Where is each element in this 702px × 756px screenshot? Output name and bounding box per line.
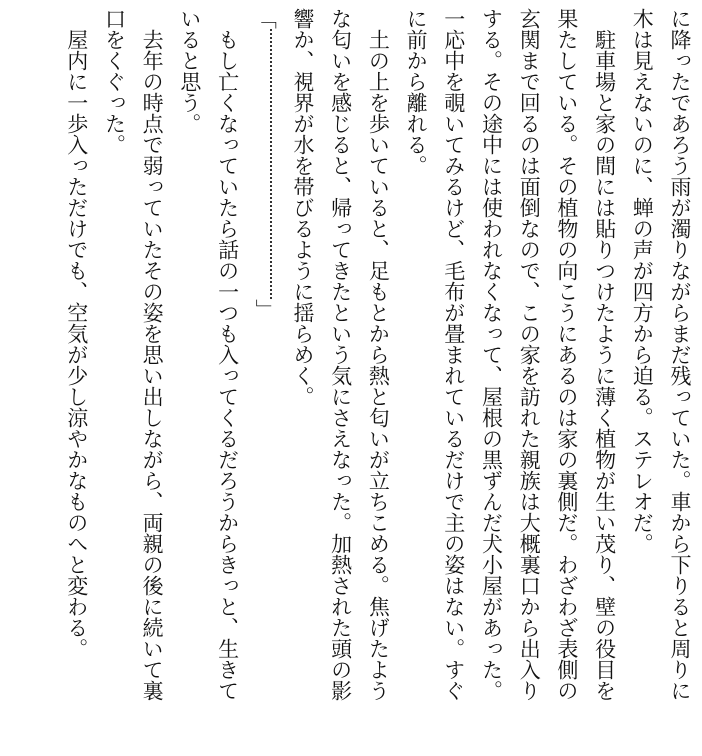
text-line: 果たしている。その植物の向こうにあるのは家の裏側だ。わざわざ表側の	[554, 8, 579, 701]
text-line: する。その途中には使われなくなって、屋根の黒ずんだ犬小屋があった。	[479, 8, 504, 701]
text-line: に前から離れる。	[404, 8, 429, 176]
text-line: 一応中を覗いてみるけど、毛布が畳まれているだけで主の姿はない。すぐ	[441, 8, 466, 701]
text-line: 口をくぐった。	[102, 8, 127, 155]
dotted-leader	[270, 29, 273, 299]
text-line: 木は見えないのに、蝉の声が四方から迫る。ステレオだ。	[630, 8, 655, 554]
close-bracket: 」	[253, 299, 278, 320]
text-line: 土の上を歩いていると、足もとから熱と匂いが立ちこめる。焦げたよう	[366, 8, 391, 701]
text-line: 駐車場と家の間には貼りつけたように薄く植物が生い茂り、壁の役目を	[592, 8, 617, 701]
text-line: な匂いを感じると、帰ってきたという気にさえなった。加熱された頭の影	[328, 8, 353, 701]
vertical-text-block	[57, 8, 698, 748]
text-line: 響か、視界が水を帯びるように揺らめく。	[290, 8, 315, 407]
text-line: もし亡くなっていたら話の一つも入ってくるだろうからきっと、生きて	[215, 8, 240, 701]
text-line: いると思う。	[177, 8, 202, 134]
ellipsis-dialogue-line	[246, 8, 284, 748]
text-line: 玄関まで回るのは面倒なので、この家を訪れた親族は大概裏口から出入り	[517, 8, 542, 701]
open-bracket: 「	[253, 8, 278, 29]
text-line: に降ったであろう雨が濁りながらまだ残っていた。車から下りると周りに	[668, 8, 692, 701]
text-line: 屋内に一歩入っただけでも、空気が少し涼やかなものへと変わる。	[64, 8, 89, 659]
text-line: 去年の時点で弱っていたその姿を思い出しながら、両親の後に続いて裏	[140, 8, 165, 701]
